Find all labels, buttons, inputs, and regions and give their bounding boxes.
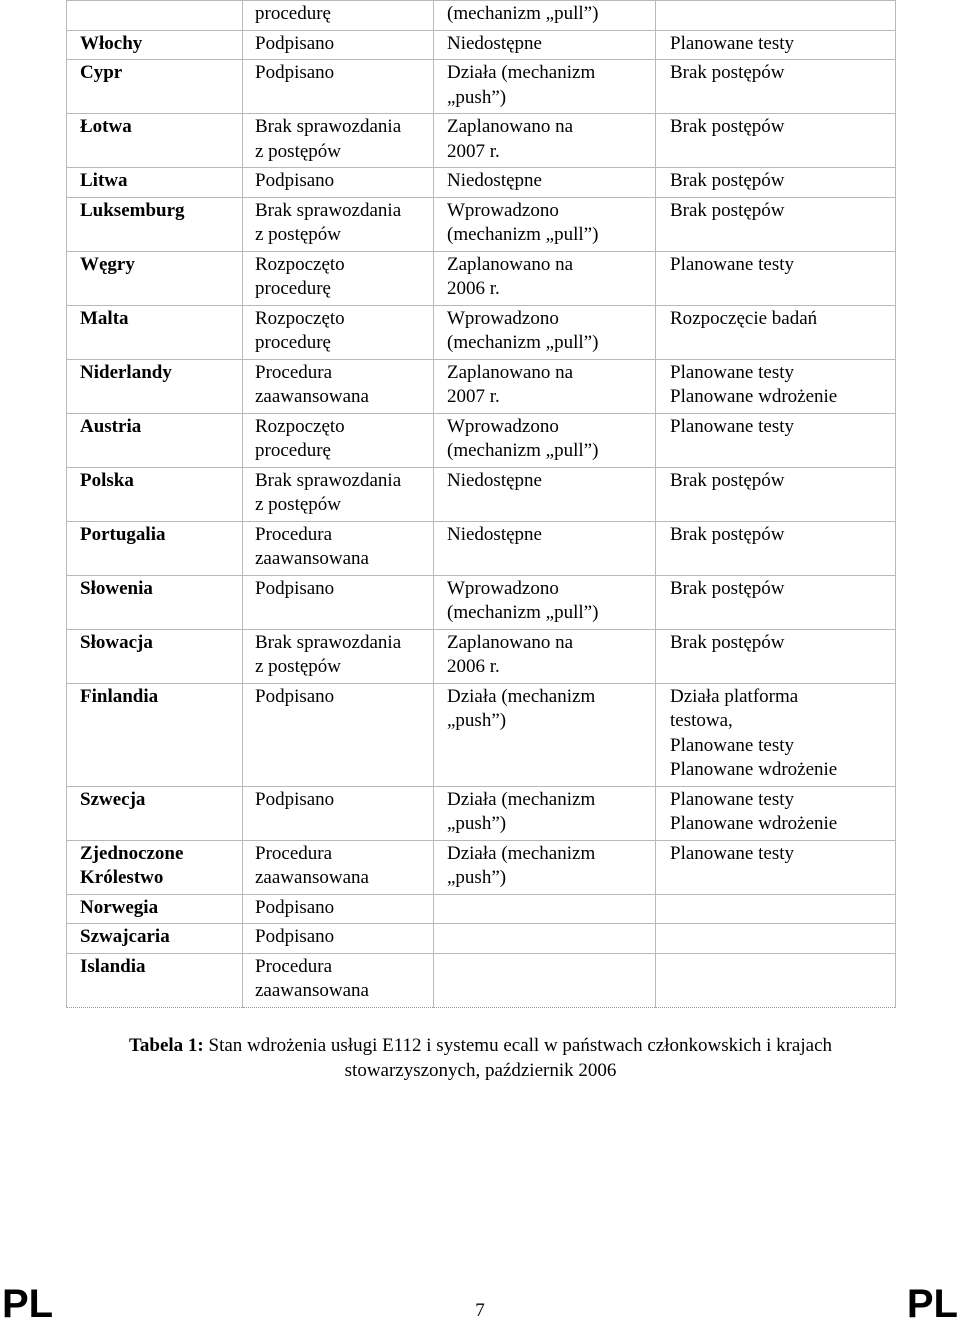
country-cell: Szwecja — [67, 786, 243, 840]
agreement-status-cell: Rozpoczęto procedurę — [243, 413, 434, 467]
agreement-status-cell: Brak sprawozdania z postępów — [243, 467, 434, 521]
e112-location-cell — [434, 953, 656, 1007]
agreement-status-cell: Podpisano — [243, 894, 434, 924]
agreement-status-cell: Podpisano — [243, 786, 434, 840]
agreement-status-cell: Procedura zaawansowana — [243, 953, 434, 1007]
table-row — [67, 251, 896, 305]
table-row — [67, 30, 896, 60]
country-cell: Zjednoczone Królestwo — [67, 840, 243, 894]
country-cell: Łotwa — [67, 114, 243, 168]
agreement-status-cell: Brak sprawozdania z postępów — [243, 629, 434, 683]
table-row — [67, 894, 896, 924]
country-cell — [67, 1, 243, 31]
table-row — [67, 629, 896, 683]
e112-location-cell: Wprowadzono (mechanizm „pull”) — [434, 575, 656, 629]
footer-language-right: PL — [906, 1282, 958, 1326]
agreement-status-cell: Podpisano — [243, 60, 434, 114]
e112-location-cell: Wprowadzono (mechanizm „pull”) — [434, 305, 656, 359]
country-cell: Finlandia — [67, 683, 243, 786]
ecall-status-cell: Planowane testy — [656, 251, 896, 305]
country-cell: Słowacja — [67, 629, 243, 683]
e112-location-cell: Niedostępne — [434, 30, 656, 60]
agreement-status-cell: Rozpoczęto procedurę — [243, 305, 434, 359]
country-cell: Islandia — [67, 953, 243, 1007]
agreement-status-cell: Brak sprawozdania z postępów — [243, 114, 434, 168]
e112-status-table — [66, 0, 896, 1008]
country-cell: Słowenia — [67, 575, 243, 629]
country-cell: Portugalia — [67, 521, 243, 575]
e112-location-cell — [434, 894, 656, 924]
country-cell: Cypr — [67, 60, 243, 114]
ecall-status-cell — [656, 894, 896, 924]
agreement-status-cell: procedurę — [243, 1, 434, 31]
table-body — [67, 1, 896, 1008]
table-row — [67, 1, 896, 31]
country-cell: Szwajcaria — [67, 924, 243, 954]
footer-language-left: PL — [2, 1282, 54, 1326]
e112-location-cell: Zaplanowano na 2007 r. — [434, 114, 656, 168]
table-row — [67, 359, 896, 413]
table-row — [67, 413, 896, 467]
e112-location-cell: Działa (mechanizm „push”) — [434, 683, 656, 786]
e112-location-cell: Działa (mechanizm „push”) — [434, 786, 656, 840]
country-cell: Malta — [67, 305, 243, 359]
e112-location-cell: Zaplanowano na 2006 r. — [434, 629, 656, 683]
table-row — [67, 953, 896, 1007]
ecall-status-cell: Brak postępów — [656, 168, 896, 198]
ecall-status-cell — [656, 953, 896, 1007]
ecall-status-cell: Planowane testy — [656, 413, 896, 467]
country-cell: Włochy — [67, 30, 243, 60]
country-cell: Luksemburg — [67, 197, 243, 251]
country-cell: Austria — [67, 413, 243, 467]
ecall-status-cell: Brak postępów — [656, 60, 896, 114]
agreement-status-cell: Rozpoczęto procedurę — [243, 251, 434, 305]
table-row — [67, 683, 896, 786]
e112-location-cell — [434, 924, 656, 954]
table-row — [67, 197, 896, 251]
e112-location-cell: Wprowadzono (mechanizm „pull”) — [434, 413, 656, 467]
table-row — [67, 168, 896, 198]
agreement-status-cell: Procedura zaawansowana — [243, 359, 434, 413]
agreement-status-cell: Podpisano — [243, 30, 434, 60]
table-row — [67, 305, 896, 359]
agreement-status-cell: Procedura zaawansowana — [243, 840, 434, 894]
table-row — [67, 786, 896, 840]
country-cell: Norwegia — [67, 894, 243, 924]
e112-location-cell: Zaplanowano na 2007 r. — [434, 359, 656, 413]
table-row — [67, 840, 896, 894]
ecall-status-cell: Planowane testy — [656, 840, 896, 894]
ecall-status-cell: Brak postępów — [656, 114, 896, 168]
ecall-status-cell: Rozpoczęcie badań — [656, 305, 896, 359]
agreement-status-cell: Podpisano — [243, 924, 434, 954]
ecall-status-cell: Brak postępów — [656, 467, 896, 521]
ecall-status-cell: Brak postępów — [656, 629, 896, 683]
ecall-status-cell — [656, 924, 896, 954]
e112-location-cell: Wprowadzono (mechanizm „pull”) — [434, 197, 656, 251]
e112-location-cell: Działa (mechanizm „push”) — [434, 60, 656, 114]
table-row — [67, 60, 896, 114]
ecall-status-cell: Działa platforma testowa, Planowane testy Planowane wdrożenie — [656, 683, 896, 786]
country-cell: Niderlandy — [67, 359, 243, 413]
agreement-status-cell: Podpisano — [243, 575, 434, 629]
table-row — [67, 924, 896, 954]
country-cell: Polska — [67, 467, 243, 521]
ecall-status-cell — [656, 1, 896, 31]
ecall-status-cell: Brak postępów — [656, 575, 896, 629]
country-cell: Litwa — [67, 168, 243, 198]
caption-text: Stan wdrożenia usługi E112 i systemu ecall w państwach członkowskich i krajach stowarzyszonych, październik 2006 — [208, 1035, 833, 1081]
e112-location-cell: (mechanizm „pull”) — [434, 1, 656, 31]
agreement-status-cell: Brak sprawozdania z postępów — [243, 197, 434, 251]
agreement-status-cell: Podpisano — [243, 168, 434, 198]
table-row — [67, 467, 896, 521]
table-caption — [66, 1033, 895, 1083]
ecall-status-cell: Brak postępów — [656, 521, 896, 575]
e112-location-cell: Zaplanowano na 2006 r. — [434, 251, 656, 305]
caption-label: Tabela 1: — [128, 1035, 204, 1056]
ecall-status-cell: Planowane testy Planowane wdrożenie — [656, 359, 896, 413]
table-row — [67, 575, 896, 629]
table-row — [67, 114, 896, 168]
country-cell: Węgry — [67, 251, 243, 305]
ecall-status-cell: Planowane testy Planowane wdrożenie — [656, 786, 896, 840]
e112-location-cell: Działa (mechanizm „push”) — [434, 840, 656, 894]
table-row — [67, 521, 896, 575]
page-number: 7 — [475, 1300, 485, 1321]
e112-location-cell: Niedostępne — [434, 168, 656, 198]
e112-location-cell: Niedostępne — [434, 521, 656, 575]
agreement-status-cell: Procedura zaawansowana — [243, 521, 434, 575]
ecall-status-cell: Planowane testy — [656, 30, 896, 60]
agreement-status-cell: Podpisano — [243, 683, 434, 786]
ecall-status-cell: Brak postępów — [656, 197, 896, 251]
e112-location-cell: Niedostępne — [434, 467, 656, 521]
